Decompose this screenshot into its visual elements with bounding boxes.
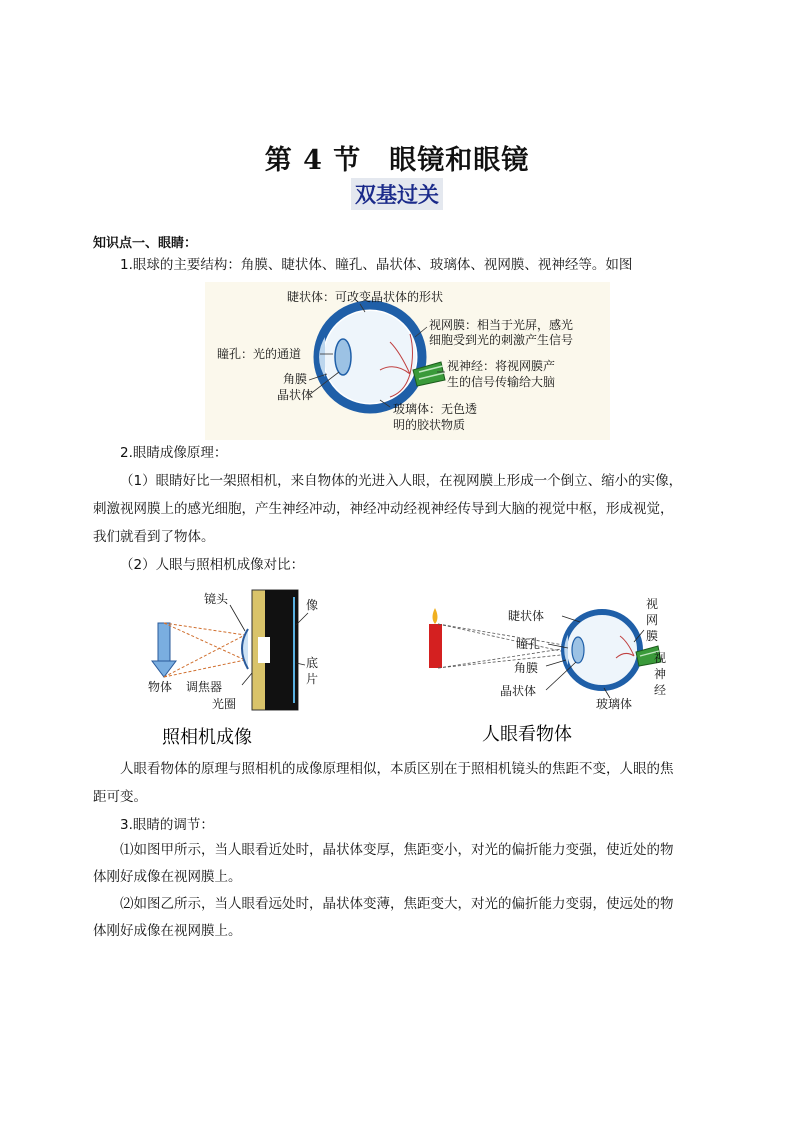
lens-shape bbox=[335, 339, 351, 375]
eye2-label-retina-1: 视 bbox=[646, 597, 659, 611]
paragraph-difference-2: 距可变。 bbox=[93, 789, 147, 805]
eye2-label-ciliary: 睫状体 bbox=[508, 609, 545, 623]
label-ciliary: 睫状体：可改变晶状体的形状 bbox=[287, 290, 444, 304]
paragraph-imaging-1: （1）眼睛好比一架照相机，来自物体的光进入人眼，在视网膜上形成一个倒立、缩小的实像， bbox=[120, 473, 683, 489]
label-retina-2: 细胞受到光的刺激产生信号 bbox=[429, 333, 574, 347]
paragraph-imaging-heading: 2.眼睛成像原理： bbox=[120, 445, 228, 461]
paragraph-imaging-2: 刺激视网膜上的感光细胞，产生神经冲动，神经冲动经视神经传导到大脑的视觉中枢，形成视觉， bbox=[93, 501, 674, 517]
camera-label-focuser: 调焦器 bbox=[186, 680, 223, 694]
camera-label-lens: 镜头 bbox=[204, 592, 229, 606]
eye-viewing-diagram bbox=[420, 590, 670, 750]
camera-label-aperture: 光圈 bbox=[212, 697, 237, 711]
eye2-label-retina-3: 膜 bbox=[646, 629, 659, 643]
paragraph-adjust-heading: 3.眼睛的调节： bbox=[120, 817, 214, 833]
camera-diagram bbox=[140, 585, 340, 750]
section-heading: 知识点一、眼睛： bbox=[93, 236, 198, 251]
label-vitreous-1: 玻璃体：无色透 bbox=[393, 402, 478, 416]
eye2-label-lens: 晶状体 bbox=[500, 684, 537, 698]
label-retina-1: 视网膜：相当于光屏，感光 bbox=[429, 318, 574, 332]
camera-caption: 照相机成像 bbox=[162, 727, 252, 748]
eye2-caption: 人眼看物体 bbox=[482, 724, 572, 745]
camera-label-image: 像 bbox=[306, 598, 319, 612]
eye2-label-pupil: 瞳孔 bbox=[516, 637, 541, 651]
camera-label-film-1: 底 bbox=[306, 656, 319, 670]
paragraph-eye-structure: 1.眼球的主要结构：角膜、睫状体、瞳孔、晶状体、玻璃体、视网膜、视神经等。如图 bbox=[120, 257, 633, 273]
eye-structure-diagram bbox=[205, 282, 610, 440]
eye2-label-nerve-2: 神 bbox=[654, 667, 667, 681]
camera-label-film-2: 片 bbox=[306, 672, 319, 686]
eye2-label-cornea: 角膜 bbox=[514, 661, 539, 675]
eye2-label-retina-2: 网 bbox=[646, 613, 659, 627]
paragraph-near-2: 体刚好成像在视网膜上。 bbox=[93, 869, 242, 885]
paragraph-imaging-3: 我们就看到了物体。 bbox=[93, 529, 215, 545]
subtitle: 双基过关 bbox=[351, 178, 443, 210]
paragraph-near-1: ⑴如图甲所示，当人眼看近处时，晶状体变厚，焦距变小，对光的偏折能力变强，使近处的物 bbox=[120, 842, 674, 858]
label-vitreous-2: 明的胶状物质 bbox=[393, 418, 466, 432]
paragraph-far-1: ⑵如图乙所示，当人眼看远处时，晶状体变薄，焦距变大，对光的偏折能力变弱，使远处的物 bbox=[120, 896, 674, 912]
label-lens: 晶状体 bbox=[277, 388, 314, 402]
label-pupil: 瞳孔：光的通道 bbox=[217, 347, 302, 361]
eye2-label-vitreous: 玻璃体 bbox=[596, 697, 633, 711]
eye2-label-nerve-3: 经 bbox=[654, 683, 667, 697]
paragraph-compare-heading: （2）人眼与照相机成像对比： bbox=[120, 557, 305, 573]
paragraph-difference-1: 人眼看物体的原理与照相机的成像原理相似，本质区别在于照相机镜头的焦距不变，人眼的焦 bbox=[120, 761, 674, 777]
label-cornea: 角膜 bbox=[283, 372, 308, 386]
camera-label-object: 物体 bbox=[148, 680, 173, 694]
eye2-label-nerve-1: 视 bbox=[654, 651, 667, 665]
object-arrow bbox=[152, 623, 176, 677]
label-nerve-2: 生的信号传输给大脑 bbox=[447, 375, 556, 389]
paragraph-far-2: 体刚好成像在视网膜上。 bbox=[93, 923, 242, 939]
subtitle-wrap bbox=[0, 178, 794, 210]
page-title: 第 4 节 眼镜和眼镜 bbox=[264, 145, 530, 176]
label-nerve-1: 视神经：将视网膜产 bbox=[447, 359, 556, 373]
camera-lens bbox=[242, 629, 248, 669]
candle-shape bbox=[429, 608, 442, 668]
